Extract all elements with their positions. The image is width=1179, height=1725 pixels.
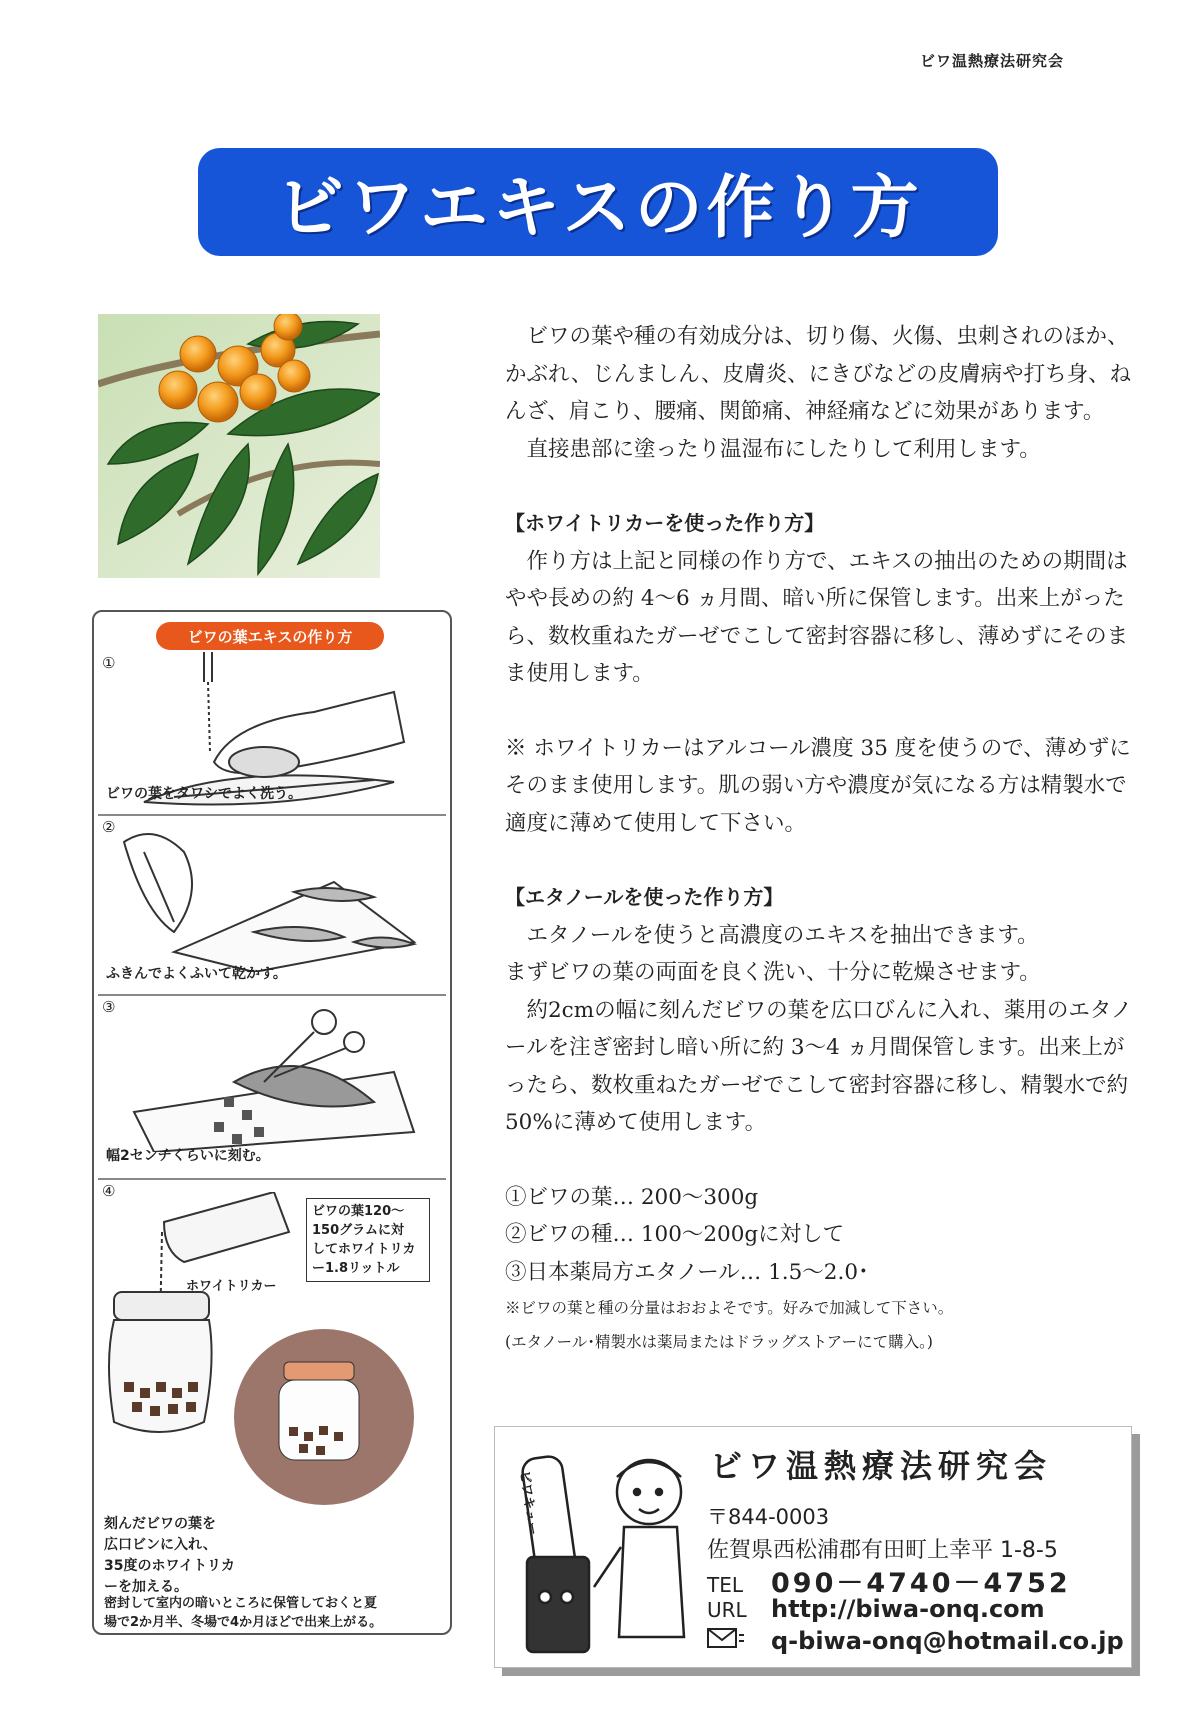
- url-link[interactable]: http://biwa-onq.com: [771, 1595, 1045, 1623]
- mail-icon: [707, 1627, 771, 1654]
- step-4-storage-caption: [104, 1594, 382, 1632]
- section2-line-2: まずビワの葉の両面を良く洗い、十分に乾燥させます。: [505, 960, 1041, 985]
- step-2-caption: ふきんでよくふいて乾かす。: [106, 966, 287, 982]
- caption-line: 35度のホワイトリカ: [104, 1558, 235, 1574]
- postal-code: 〒844-0003: [707, 1505, 830, 1529]
- purchase-note: (エタノール･精製水は薬局またはドラッグストアーにて購入。): [505, 1333, 933, 1351]
- email-link[interactable]: q-biwa-onq@hotmail.co.jp: [771, 1627, 1124, 1655]
- step-divider: [98, 1178, 446, 1180]
- url-row: [707, 1595, 1045, 1623]
- note-line: してホワイトリカ: [312, 1242, 416, 1257]
- step-4-number: ④: [102, 1182, 116, 1200]
- mascot-illustration: [509, 1437, 699, 1662]
- mascot-label: ビワキュー: [516, 1469, 541, 1537]
- quantity-note: ※ビワの葉と種の分量はおおよそです。好みで加減して下さい。: [505, 1299, 954, 1317]
- caption-line: 場で2か月半、冬場で4か月ほどで出来上がる。: [104, 1615, 383, 1630]
- organization-header: ビワ温熱療法研究会: [920, 52, 1065, 70]
- note-line: ビワの葉120～: [312, 1204, 405, 1219]
- illustration-steps-panel: [92, 610, 452, 1635]
- steps-title-badge: ビワの葉エキスの作り方: [156, 622, 384, 650]
- page-title: ビワエキスの作り方: [276, 168, 923, 248]
- step-divider: [98, 994, 446, 996]
- caption-line: 広口ビンに入れ、: [104, 1537, 217, 1553]
- caption-line: 刻んだビワの葉を: [104, 1516, 216, 1532]
- ingredient-3: ③日本薬局方エタノール… 1.5～2.0･: [505, 1259, 869, 1285]
- main-text-column: [505, 318, 1145, 1359]
- url-label: URL: [707, 1598, 747, 1622]
- step-2-drying-illustration: [114, 822, 434, 972]
- tel-number: 090－4740－4752: [771, 1568, 1071, 1599]
- section2-line-1: エタノールを使うと高濃度のエキスを抽出できます。: [526, 922, 1039, 948]
- loquat-photo: [98, 314, 380, 578]
- step-3-caption: 幅2センチくらいに刻む。: [106, 1148, 270, 1164]
- bottle-label: ホワイトリカー: [186, 1279, 277, 1294]
- intro-paragraph-2: 直接患部に塗ったり温湿布にしたりして利用します。: [526, 436, 1041, 462]
- step-4-caption: [104, 1514, 235, 1598]
- step-3-number: ③: [102, 998, 116, 1016]
- contact-box: [494, 1426, 1132, 1668]
- email-row: [707, 1627, 1124, 1655]
- step-divider: [98, 814, 446, 816]
- contact-org-name: ビワ温熱療法研究会: [710, 1447, 1053, 1485]
- step-1-number: ①: [102, 654, 116, 672]
- title-banner: [198, 148, 998, 256]
- caption-line: ーを加える。: [104, 1579, 188, 1595]
- step-2-number: ②: [102, 818, 116, 836]
- section1-heading: 【ホワイトリカーを使った作り方】: [505, 511, 825, 535]
- note-line: 150グラムに対: [312, 1223, 405, 1238]
- section2-heading: 【エタノールを使った作り方】: [505, 885, 784, 909]
- intro-paragraph-1: ビワの葉や種の有効成分は、切り傷、火傷、虫刺されのほか、かぶれ、じんましん、皮膚炎、にきびなどの皮膚病や打ち身、ねんざ、肩こり、腰痛、関節痛、神経痛などに効果があります。: [505, 324, 1132, 424]
- section1-body: 作り方は上記と同様の作り方で、エキスの抽出のための期間はやや長めの約 4～6 ヵ月間、暗い所に保管します。出来上がったら、数枚重ねたガーゼでこして密封容器に移し、薄めずにそのまま使用します。: [505, 548, 1129, 686]
- step-4-note-box: [306, 1198, 430, 1282]
- note-line: ー1.8リットル: [312, 1261, 400, 1276]
- ingredient-1: ①ビワの葉… 200～300g: [505, 1184, 759, 1210]
- address: 佐賀県西松浦郡有田町上幸平 1-8-5: [707, 1538, 1058, 1563]
- section2-line-3: 約2cmの幅に刻んだビワの葉を広口びんに入れ、薬用のエタノールを注ぎ密封し暗い所に約 3～4 ヵ月間保管します。出来上がったら、数枚重ねたガーゼでこして密封容器に移し、精製水で約 50%に薄めて使用します。: [505, 997, 1133, 1135]
- ingredient-2: ②ビワの種… 100～200gに対して: [505, 1222, 845, 1247]
- step-3-cutting-illustration: [114, 1002, 434, 1152]
- section1-note: ※ ホワイトリカーはアルコール濃度 35 度を使うので、薄めずにそのまま使用します。肌の弱い方や濃度が気になる方は精製水で適度に薄めて使用して下さい。: [505, 735, 1131, 836]
- tel-label: TEL: [707, 1573, 743, 1597]
- step-1-caption: ビワの葉をタワシでよく洗う。: [106, 786, 302, 802]
- caption-line: 密封して室内の暗いところに保管しておくと夏: [104, 1596, 378, 1611]
